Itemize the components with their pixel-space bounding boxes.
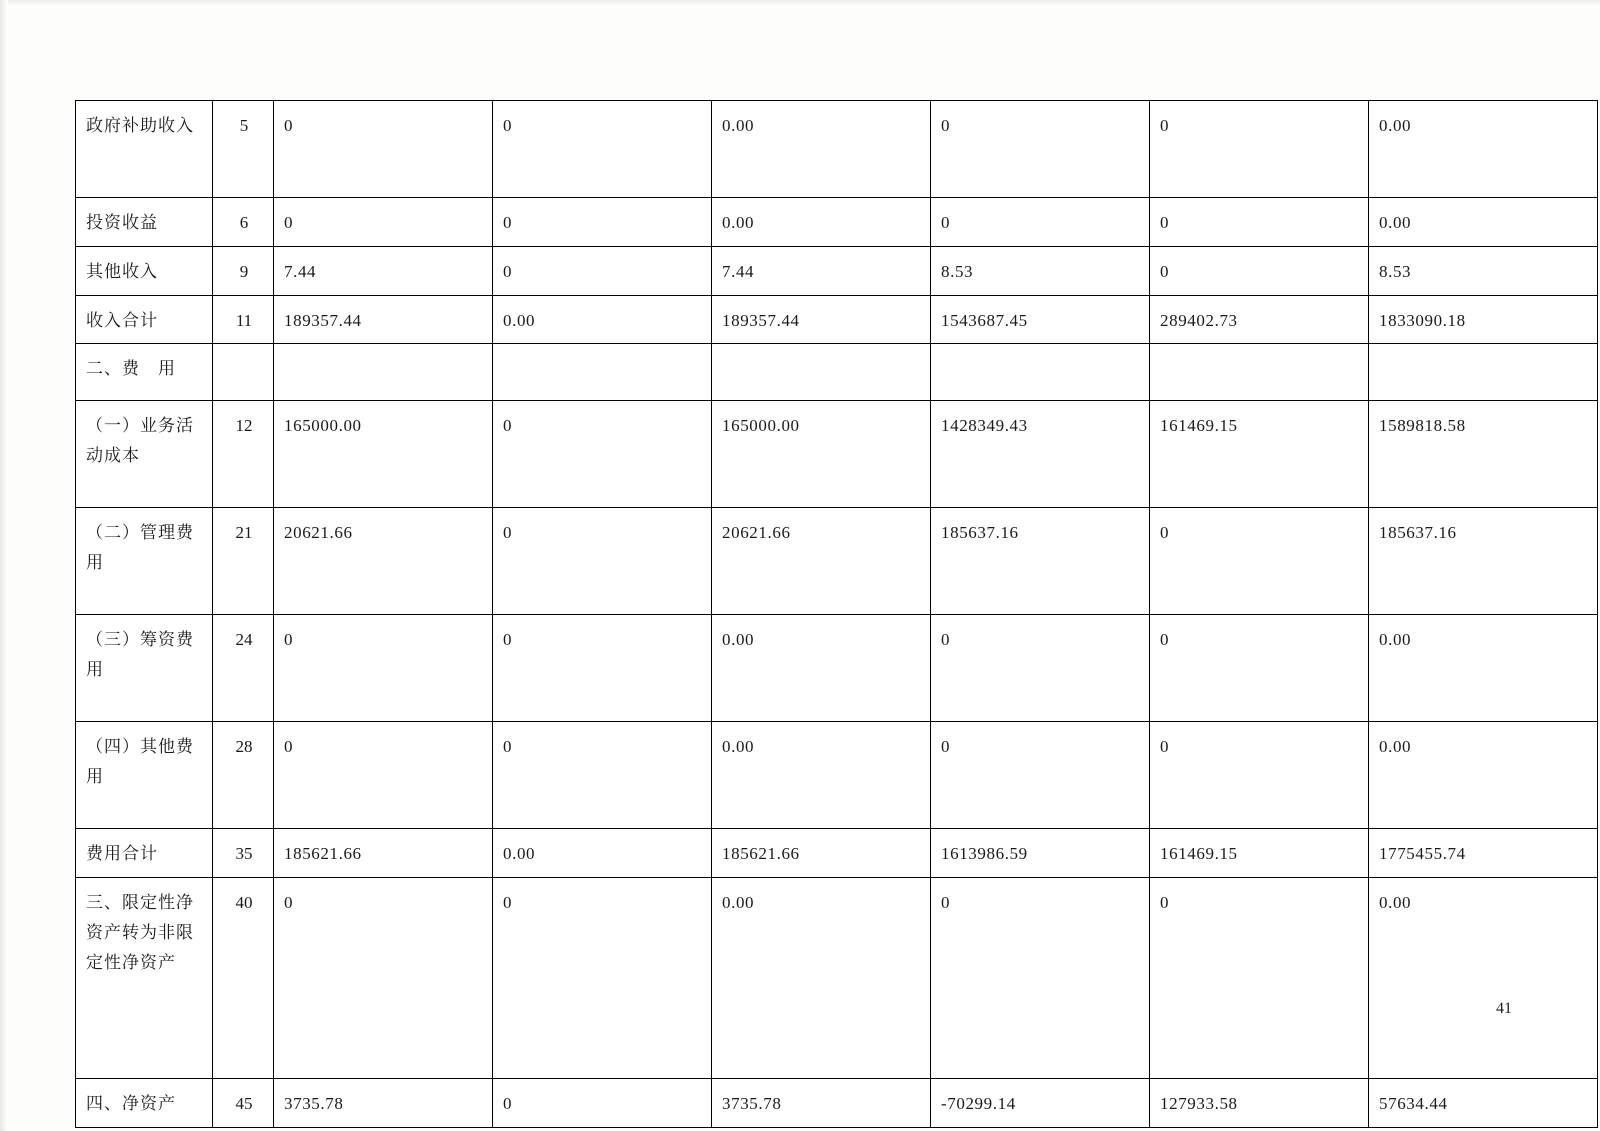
row-label: （四）其他费用 <box>76 722 213 829</box>
row-value-4: 0 <box>931 198 1150 247</box>
row-value-5: 289402.73 <box>1150 295 1369 344</box>
row-value-3: 3735.78 <box>712 1079 931 1128</box>
row-value-1: 0 <box>274 722 493 829</box>
table-row <box>76 246 1598 295</box>
table-body <box>76 101 1598 1128</box>
row-label: 收入合计 <box>76 295 213 344</box>
row-value-1: 7.44 <box>274 246 493 295</box>
row-value-2: 0 <box>493 615 712 722</box>
row-value-2: 0 <box>493 722 712 829</box>
table-row <box>76 829 1598 878</box>
row-line-number: 11 <box>213 295 274 344</box>
row-value-4: 0 <box>931 878 1150 1079</box>
row-value-2: 0.00 <box>493 295 712 344</box>
row-value-4: 1613986.59 <box>931 829 1150 878</box>
row-value-3: 0.00 <box>712 101 931 198</box>
row-value-5: 0 <box>1150 246 1369 295</box>
row-value-4: 185637.16 <box>931 508 1150 615</box>
row-line-number: 35 <box>213 829 274 878</box>
row-value-4: 0 <box>931 615 1150 722</box>
row-value-5 <box>1150 344 1369 401</box>
table-row <box>76 101 1598 198</box>
row-value-5: 0 <box>1150 615 1369 722</box>
row-value-4: 1543687.45 <box>931 295 1150 344</box>
row-value-6: 1589818.58 <box>1369 401 1598 508</box>
row-value-3: 189357.44 <box>712 295 931 344</box>
row-value-2 <box>493 344 712 401</box>
row-value-6: 0.00 <box>1369 878 1598 1079</box>
row-value-3: 165000.00 <box>712 401 931 508</box>
row-value-1: 185621.66 <box>274 829 493 878</box>
row-value-1: 3735.78 <box>274 1079 493 1128</box>
row-value-3: 185621.66 <box>712 829 931 878</box>
row-value-5: 0 <box>1150 101 1369 198</box>
row-line-number: 45 <box>213 1079 274 1128</box>
table-row <box>76 198 1598 247</box>
row-value-6: 57634.44 <box>1369 1079 1598 1128</box>
row-label: 其他收入 <box>76 246 213 295</box>
table-section-row <box>76 344 1598 401</box>
row-label: 政府补助收入 <box>76 101 213 198</box>
row-value-5: 0 <box>1150 878 1369 1079</box>
row-value-2: 0 <box>493 198 712 247</box>
row-value-1: 0 <box>274 101 493 198</box>
row-value-4: -70299.14 <box>931 1079 1150 1128</box>
row-line-number: 12 <box>213 401 274 508</box>
row-value-6: 0.00 <box>1369 722 1598 829</box>
row-value-4: 0 <box>931 101 1150 198</box>
row-value-6: 8.53 <box>1369 246 1598 295</box>
row-line-number: 9 <box>213 246 274 295</box>
page-number: 41 <box>1496 1000 1512 1017</box>
row-value-6: 0.00 <box>1369 101 1598 198</box>
row-value-6 <box>1369 344 1598 401</box>
row-value-1: 0 <box>274 878 493 1079</box>
row-value-4: 1428349.43 <box>931 401 1150 508</box>
row-value-5: 161469.15 <box>1150 401 1369 508</box>
row-value-2: 0.00 <box>493 829 712 878</box>
row-value-6: 0.00 <box>1369 198 1598 247</box>
table-row <box>76 722 1598 829</box>
row-value-1: 165000.00 <box>274 401 493 508</box>
row-value-3: 20621.66 <box>712 508 931 615</box>
row-value-6: 185637.16 <box>1369 508 1598 615</box>
row-value-1: 0 <box>274 615 493 722</box>
row-value-1: 189357.44 <box>274 295 493 344</box>
row-value-2: 0 <box>493 1079 712 1128</box>
financial-statement-table <box>75 100 1598 1128</box>
row-label: 二、费 用 <box>76 344 213 401</box>
row-label: 四、净资产 <box>76 1079 213 1128</box>
row-line-number: 6 <box>213 198 274 247</box>
table-row <box>76 295 1598 344</box>
row-value-3: 0.00 <box>712 615 931 722</box>
row-line-number: 21 <box>213 508 274 615</box>
row-value-5: 0 <box>1150 722 1369 829</box>
page-top-edge <box>0 0 1600 6</box>
financial-statement-table-container <box>75 100 1475 1128</box>
row-label: 三、限定性净资产转为非限定性净资产 <box>76 878 213 1079</box>
row-value-3: 0.00 <box>712 722 931 829</box>
row-label: 费用合计 <box>76 829 213 878</box>
row-value-5: 161469.15 <box>1150 829 1369 878</box>
row-value-2: 0 <box>493 101 712 198</box>
row-value-3: 7.44 <box>712 246 931 295</box>
row-line-number: 28 <box>213 722 274 829</box>
row-label: （三）筹资费用 <box>76 615 213 722</box>
row-value-2: 0 <box>493 401 712 508</box>
row-value-5: 0 <box>1150 508 1369 615</box>
table-row <box>76 878 1598 1079</box>
row-label: （一）业务活动成本 <box>76 401 213 508</box>
row-value-2: 0 <box>493 508 712 615</box>
row-line-number <box>213 344 274 401</box>
row-value-4 <box>931 344 1150 401</box>
page-left-edge <box>0 0 8 1131</box>
row-value-3 <box>712 344 931 401</box>
row-value-3: 0.00 <box>712 878 931 1079</box>
row-line-number: 5 <box>213 101 274 198</box>
row-label: （二）管理费用 <box>76 508 213 615</box>
row-label: 投资收益 <box>76 198 213 247</box>
row-value-4: 8.53 <box>931 246 1150 295</box>
row-value-1: 20621.66 <box>274 508 493 615</box>
row-value-5: 0 <box>1150 198 1369 247</box>
table-row <box>76 401 1598 508</box>
table-row <box>76 1079 1598 1128</box>
row-value-3: 0.00 <box>712 198 931 247</box>
row-value-6: 0.00 <box>1369 615 1598 722</box>
table-row <box>76 615 1598 722</box>
row-value-1: 0 <box>274 198 493 247</box>
row-value-1 <box>274 344 493 401</box>
row-line-number: 24 <box>213 615 274 722</box>
table-row <box>76 508 1598 615</box>
row-value-6: 1833090.18 <box>1369 295 1598 344</box>
row-value-5: 127933.58 <box>1150 1079 1369 1128</box>
row-value-2: 0 <box>493 878 712 1079</box>
row-value-6: 1775455.74 <box>1369 829 1598 878</box>
row-value-2: 0 <box>493 246 712 295</box>
row-line-number: 40 <box>213 878 274 1079</box>
row-value-4: 0 <box>931 722 1150 829</box>
